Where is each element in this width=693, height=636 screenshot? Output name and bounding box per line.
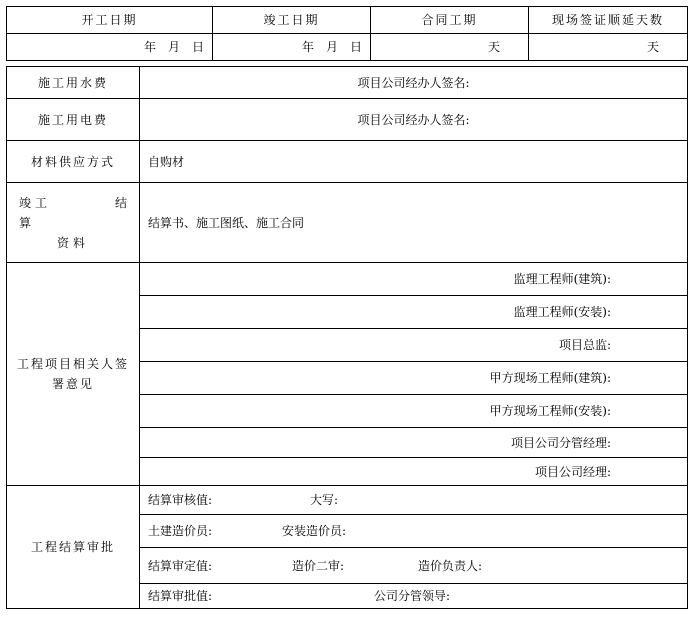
power-fee-value: 项目公司经办人签名: — [140, 99, 688, 141]
settlement-determined-field: 结算审定值: — [148, 558, 213, 573]
approval-row-3 — [140, 548, 688, 584]
civil-cost-estimator-field: 土建造价员: — [148, 524, 213, 538]
completion-date-header: 竣工日期 — [213, 7, 371, 34]
contract-days-value: 天 — [371, 34, 529, 61]
material-supply-label: 材料供应方式 — [7, 141, 140, 183]
settlement-approval-field: 结算审批值: — [148, 589, 213, 603]
completion-docs-value: 结算书、施工图纸、施工合同 — [140, 183, 688, 263]
signature-row: 项目公司经理: — [140, 458, 688, 486]
signatures-label — [7, 263, 140, 486]
signature-row: 甲方现场工程师(建筑): — [140, 362, 688, 395]
extension-days-header: 现场签证顺延天数 — [529, 7, 688, 34]
approval-label: 工程结算审批 — [7, 486, 140, 609]
amount-in-words-field: 大写: — [310, 493, 339, 507]
installation-cost-estimator-field: 安装造价员: — [282, 524, 347, 538]
power-fee-label: 施工用电费 — [7, 99, 140, 141]
completion-date-value: 年 月 日 — [213, 34, 371, 61]
signature-row: 甲方现场工程师(安装): — [140, 395, 688, 428]
signature-row: 监理工程师(安装): — [140, 296, 688, 329]
completion-docs-label-c: 算 — [19, 215, 32, 230]
start-date-value: 年 月 日 — [7, 34, 213, 61]
completion-docs-label-b: 结 — [114, 195, 127, 210]
approval-row-2 — [140, 515, 688, 548]
completion-docs-label-d: 资料 — [56, 235, 89, 250]
header-table — [6, 6, 688, 61]
audit-value-field: 结算审核值: — [148, 493, 213, 507]
water-fee-value: 项目公司经办人签名: — [140, 67, 688, 99]
signature-row: 监理工程师(建筑): — [140, 263, 688, 296]
signature-row: 项目总监: — [140, 329, 688, 362]
approval-row-1 — [140, 486, 688, 515]
signatures-label-text: 工程项目相关人签署意见 — [17, 357, 130, 391]
start-date-header: 开工日期 — [7, 7, 213, 34]
material-supply-value: 自购材 — [140, 141, 688, 183]
approval-row-4 — [140, 584, 688, 609]
water-fee-label: 施工用水费 — [7, 67, 140, 99]
cost-manager-field: 造价负责人: — [418, 558, 483, 573]
signature-row: 项目公司分管经理: — [140, 428, 688, 458]
extension-days-value: 天 — [529, 34, 688, 61]
second-review-field: 造价二审: — [292, 558, 345, 573]
contract-period-header: 合同工期 — [371, 7, 529, 34]
company-leader-field: 公司分管领导: — [374, 589, 451, 603]
main-table — [6, 66, 688, 609]
completion-docs-label — [7, 183, 140, 263]
completion-docs-label-a: 竣工 — [19, 195, 52, 210]
